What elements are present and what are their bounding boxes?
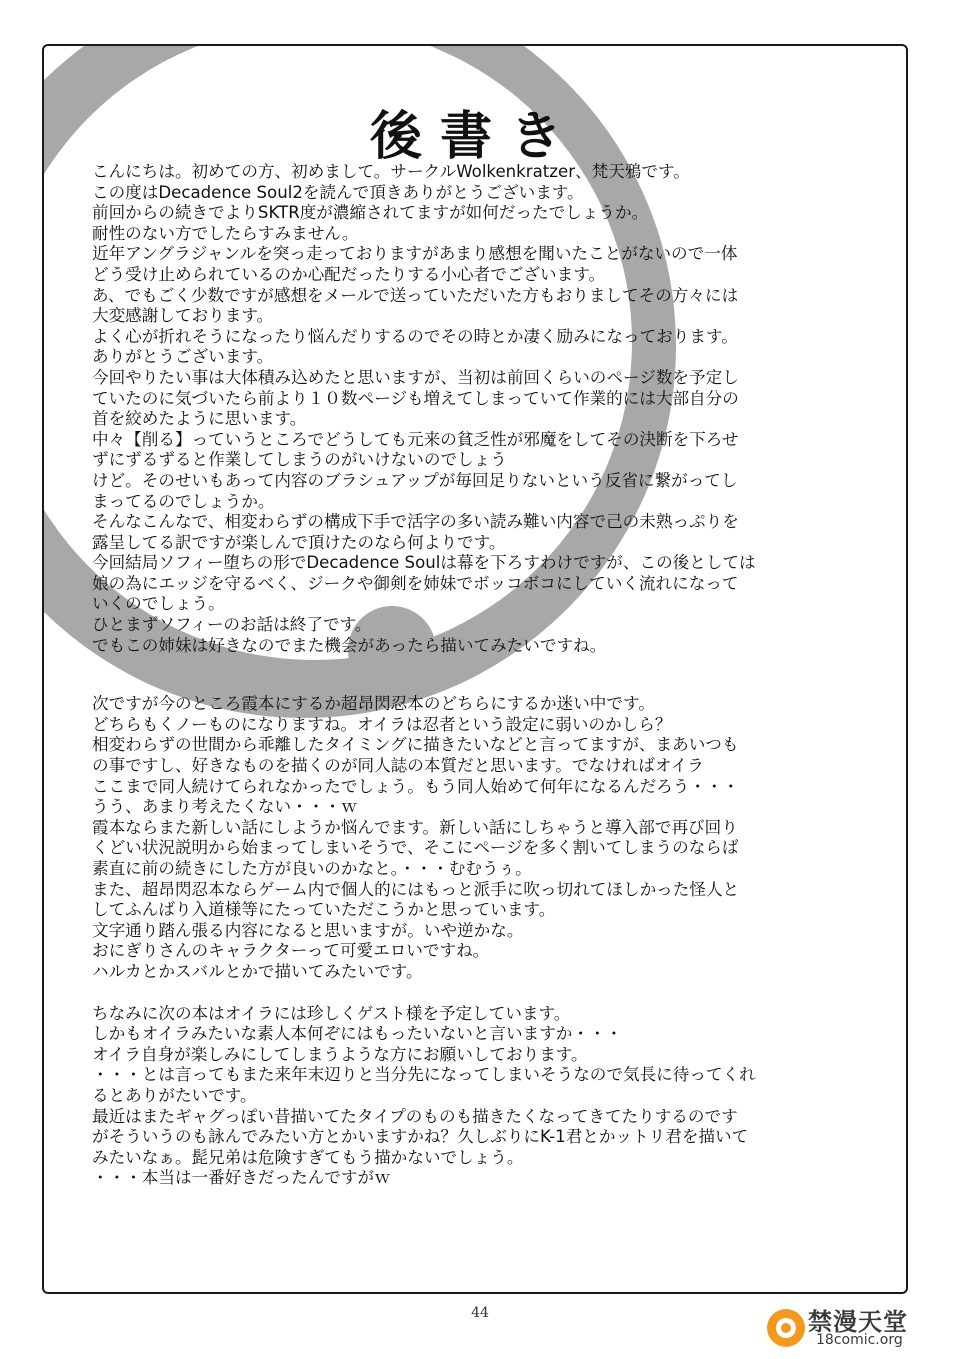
- text-line: の事ですし、好きなものを描くのが同人誌の本質だと思います。でなければオイラ: [92, 756, 704, 776]
- paragraph-gap: [92, 983, 882, 1004]
- text-line: でもこの姉妹は好きなのでまた機会があったら描いてみたいですね。: [92, 635, 607, 655]
- afterword-body: [92, 162, 882, 1189]
- text-line: よく心が折れそうになったり悩んだりするのでその時とか凄く励みになっております。: [92, 326, 738, 346]
- text-line: くどい状況説明から始まってしまいそうで、そこにページを多く割いてしまうのならば: [92, 838, 739, 858]
- text-line: ずにずるずると作業してしまうのがいけないのでしょう: [92, 450, 507, 470]
- text-line: おにぎりさんのキャラクターって可愛エロいですね。: [92, 941, 490, 961]
- page-frame: [42, 44, 908, 1294]
- text-line: 今回やりたい事は大体積み込めたと思いますが、当初は前回くらいのページ数を予定し: [92, 367, 739, 387]
- text-line: ひとまずソフィーのお話は終了です。: [92, 615, 372, 635]
- text-line: しかもオイラみたいな素人本何ぞにはもったいないと言いますか・・・: [92, 1024, 623, 1044]
- text-line: そんなこんなで、相変わらずの構成下手で活字の多い読み難い内容で己の未熟っぷりを: [92, 512, 739, 532]
- text-line: オイラ自身が楽しみにしてしまうような方にお願いしております。: [92, 1044, 588, 1064]
- text-line: してふんばり入道様等にたっていただこうかと思っています。: [92, 900, 556, 920]
- text-line: どちらもくノーものになりますね。オイラは忍者という設定に弱いのかしら？: [92, 714, 672, 734]
- text-line: 首を絞めたように思います。: [92, 409, 307, 429]
- text-line: 素直に前の続きにした方が良いのかなと。・・・むむうぅ。: [92, 859, 532, 878]
- page-number: 44: [471, 1305, 489, 1321]
- text-line: また、超昂閃忍本ならゲーム内で個人的にはもっと派手に吹っ切れてほしかった怪人と: [92, 879, 740, 899]
- page-title: 後書き: [369, 106, 580, 167]
- text-line: 今回結局ソフィー堕ちの形でDecadence Soulは幕を下ろすわけですが、この後としては: [92, 553, 756, 573]
- text-line: 相変わらずの世間から乖離したタイミングに描きたいなどと言ってますが、まあいつも: [92, 735, 739, 755]
- paragraph-3: [92, 1004, 882, 1189]
- text-line: ・・・本当は一番好きだったんですがｗ: [92, 1168, 391, 1188]
- text-line: 大変感謝しております。: [92, 306, 274, 326]
- text-line: ここまで同人続けてられなかったでしょう。もう同人始めて何年になるんだろう・・・: [92, 776, 740, 796]
- watermark-name: 禁漫天堂: [808, 1308, 908, 1336]
- text-line: この度はDecadence Soul2を読んで頂きありがとうございます。: [92, 182, 584, 202]
- text-line: 次ですが今のところ霞本にするか超昂閃忍本のどちらにするか迷い中です。: [92, 694, 655, 714]
- text-line: るとありがたいです。: [92, 1085, 257, 1105]
- text-line: こんにちは。初めての方、初めまして。サークルWolkenkratzer、梵天鴉です。: [92, 162, 690, 181]
- text-line: あ、でもごく少数ですが感想をメールで送っていただいた方もおりましてその方々には: [92, 285, 739, 305]
- text-line: うう、あまり考えたくない・・・ｗ: [92, 797, 358, 817]
- text-line: みたいなぁ。髭兄弟は危険すぎてもう描かないでしょう。: [92, 1147, 524, 1167]
- text-line: 霞本ならまた新しい話にしようか悩んでます。新しい話にしちゃうと導入部で再び回り: [92, 817, 738, 837]
- text-line: 娘の為にエッジを守るべく、ジークや御剣を姉妹でボッコボコにしていく流れになって: [92, 573, 739, 593]
- text-line: ・・・とは言ってもまた来年末辺りと当分先になってしまいそうなので気長に待ってくれ: [92, 1065, 756, 1085]
- watermark: [764, 1300, 954, 1356]
- text-line: ていたのに気づいたら前より１０数ページも増えてしまっていて作業的には大部自分の: [92, 388, 739, 408]
- text-line: 中々【削る】っていうところでどうしても元来の貧乏性が邪魔をしてその決断を下ろせ: [92, 429, 739, 449]
- text-line: 露呈してる訳ですが楽しんで頂けたのなら何よりです。: [92, 532, 506, 552]
- paragraph-1: [92, 162, 882, 656]
- text-line: まってるのでしょうか。: [92, 491, 275, 511]
- text-line: 近年アングラジャンルを突っ走っておりますがあまり感想を聞いたことがないので一体: [92, 244, 738, 264]
- text-line: 耐性のない方でしたらすみません。: [92, 223, 359, 243]
- text-line: 文字通り踏ん張る内容になると思いますが。いや逆かな。: [92, 920, 524, 940]
- text-line: どう受け止められているのか心配だったりする小心者でございます。: [92, 264, 606, 284]
- text-line: ありがとうございます。: [92, 347, 274, 367]
- paragraph-gap: [92, 656, 882, 694]
- text-line: がそういうのも詠んでみたい方とかいますかね？久しぶりにK-1君とかットリ君を描いて: [92, 1127, 749, 1147]
- text-line: いくのでしょう。: [92, 594, 225, 614]
- paragraph-2: [92, 694, 882, 982]
- text-line: ハルカとかスバルとかで描いてみたいです。: [92, 961, 423, 981]
- watermark-logo-icon: [764, 1306, 808, 1350]
- text-line: 前回からの続きでよりSKTR度が濃縮されてますが如何だったでしょうか。: [92, 203, 649, 223]
- text-line: けど。そのせいもあって内容のブラシュアップが毎回足りないという反省に繋がってし: [92, 470, 738, 490]
- text-line: ちなみに次の本はオイラには珍しくゲスト様を予定しています。: [92, 1003, 571, 1023]
- watermark-url: 18comic.org: [816, 1332, 903, 1348]
- text-line: 最近はまたギャグっぽい昔描いてたタイプのものも描きたくなってきてたりするのです: [92, 1106, 738, 1126]
